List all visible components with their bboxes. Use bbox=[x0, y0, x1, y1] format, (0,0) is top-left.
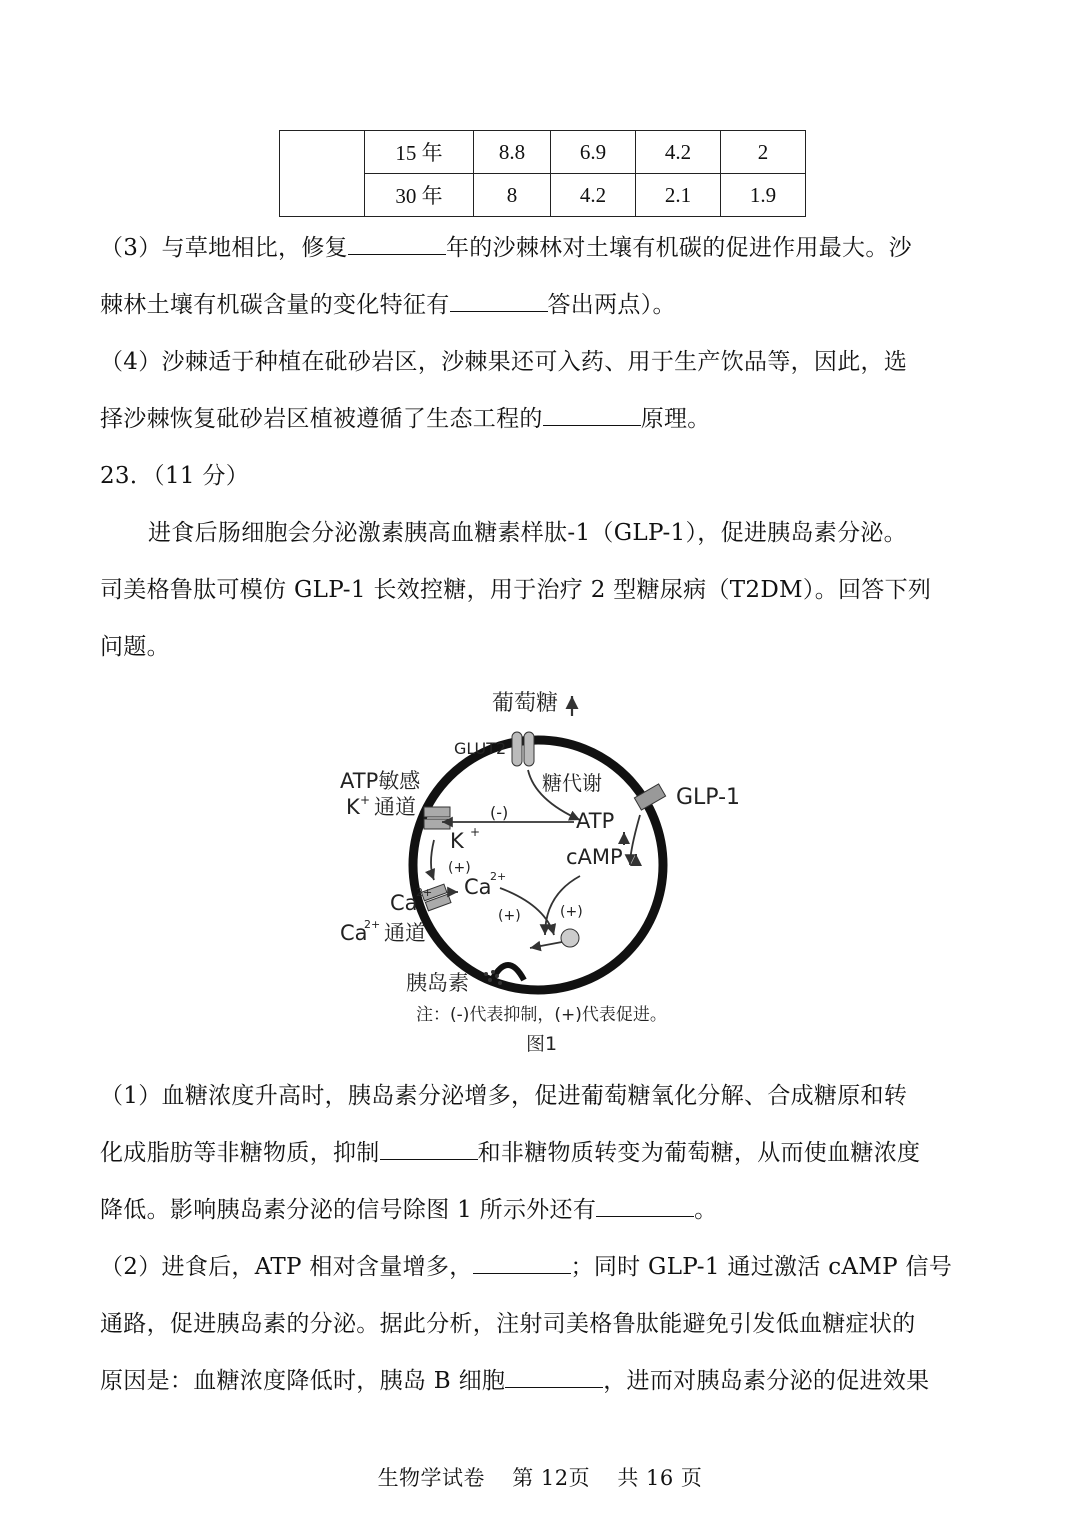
table-cell bbox=[280, 131, 365, 217]
table-cell: 2.1 bbox=[636, 174, 721, 217]
k-channel-icon bbox=[424, 819, 450, 829]
question-22-4-line1 bbox=[100, 346, 990, 378]
text: 和非糖物质转变为葡萄糖，从而使血糖浓度 bbox=[477, 1140, 921, 1166]
label-inhibit: (-) bbox=[490, 803, 509, 822]
text: 年的沙棘林对土壤有机碳的促进作用最大。沙 bbox=[445, 235, 912, 261]
label-plus-sign: + bbox=[470, 825, 481, 839]
question-23-intro1: 进食后肠细胞会分泌激素胰高血糖素样肽-1（GLP-1），促进胰岛素分泌。 bbox=[148, 520, 907, 546]
question-23-intro3: 问题。 bbox=[100, 634, 170, 660]
table-cell: 4.2 bbox=[636, 131, 721, 174]
text: 择沙棘恢复砒砂岩区植被遵循了生态工程的 bbox=[100, 406, 543, 432]
label-ca-charge: 2+ bbox=[364, 918, 381, 931]
answer-blank[interactable] bbox=[473, 1251, 571, 1274]
figure-caption: 图1 bbox=[526, 1033, 558, 1055]
label-glucose: 葡萄糖 bbox=[492, 691, 559, 716]
question-22-4-line2 bbox=[100, 403, 990, 435]
answer-blank[interactable] bbox=[505, 1365, 603, 1388]
question-23-2-line1 bbox=[100, 1251, 990, 1283]
question-23-intro2: 司美格鲁肽可模仿 GLP-1 长效控糖，用于治疗 2 型糖尿病（T2DM）。回答下列 bbox=[100, 577, 932, 603]
label-promote: (+) bbox=[560, 904, 583, 920]
label-k-plus: K bbox=[346, 795, 360, 819]
text: 棘林土壤有机碳含量的变化特征有 bbox=[100, 292, 450, 318]
footer-subject: 生物学试卷 bbox=[377, 1466, 486, 1490]
text: ，进而对胰岛素分泌的促进效果 bbox=[603, 1368, 930, 1394]
figure-note: 注：(-)代表抑制，(+)代表促进。 bbox=[416, 1005, 667, 1025]
answer-blank[interactable] bbox=[596, 1194, 694, 1217]
text: 原理。 bbox=[640, 406, 711, 432]
footer-total-pages: 共 16 页 bbox=[617, 1466, 703, 1490]
table-cell: 15 年 bbox=[365, 131, 474, 174]
label-glut2: GLUT2 bbox=[454, 739, 507, 758]
label-ca-channel-text: 通道 bbox=[384, 921, 426, 945]
text: （2）进食后，ATP 相对含量增多， bbox=[100, 1254, 473, 1280]
table-cell: 8.8 bbox=[474, 131, 551, 174]
table-cell: 30 年 bbox=[365, 174, 474, 217]
text: （3）与草地相比，修复 bbox=[100, 235, 348, 261]
table-cell: 2 bbox=[721, 131, 806, 174]
question-23-1-line2 bbox=[100, 1137, 990, 1169]
figure-1-diagram bbox=[330, 680, 750, 1060]
text: 答出两点）。 bbox=[547, 292, 676, 318]
question-22-3-line1 bbox=[100, 232, 990, 264]
question-23-header: 23．（11 分） bbox=[100, 463, 250, 489]
label-ca-outside: Ca bbox=[390, 891, 418, 915]
text: ；同时 GLP-1 通过激活 cAMP 信号 bbox=[570, 1254, 953, 1280]
label-plus-sign: + bbox=[360, 793, 371, 807]
question-23-1-line3 bbox=[100, 1194, 990, 1226]
label-metabolism: 糖代谢 bbox=[542, 771, 602, 795]
label-k-inside: K bbox=[450, 829, 464, 853]
answer-blank[interactable] bbox=[380, 1137, 478, 1160]
table-cell: 8 bbox=[474, 174, 551, 217]
answer-blank[interactable] bbox=[450, 289, 548, 312]
table-cell: 4.2 bbox=[551, 174, 636, 217]
label-ca-inside: Ca bbox=[464, 875, 492, 899]
label-atp: ATP bbox=[576, 809, 615, 833]
question-22-3-line2 bbox=[100, 289, 990, 321]
question-23-2-line2: 通路，促进胰岛素的分泌。据此分析，注射司美格鲁肽能避免引发低血糖症状的 bbox=[100, 1311, 916, 1337]
label-atp-channel: ATP敏感 bbox=[340, 769, 421, 793]
text: （4）沙棘适于种植在砒砂岩区，沙棘果还可入药、用于生产饮品等，因此，选 bbox=[100, 349, 908, 375]
k-channel-icon bbox=[424, 807, 450, 817]
vesicle-icon bbox=[561, 929, 579, 947]
text: 降低。影响胰岛素分泌的信号除图 1 所示外还有 bbox=[100, 1197, 597, 1223]
label-k-channel: 通道 bbox=[374, 795, 416, 819]
question-23-2-line3 bbox=[100, 1365, 990, 1397]
text: 原因是：血糖浓度降低时，胰岛 B 细胞 bbox=[100, 1368, 506, 1394]
footer-page-number: 第 12页 bbox=[512, 1466, 591, 1490]
table-cell: 6.9 bbox=[551, 131, 636, 174]
label-ca-charge: 2+ bbox=[416, 886, 433, 899]
label-ca-charge: 2+ bbox=[490, 870, 507, 883]
label-camp: cAMP bbox=[566, 845, 623, 869]
label-insulin: 胰岛素 bbox=[406, 971, 469, 995]
label-promote: (+) bbox=[498, 908, 521, 924]
question-23-1-line1: （1）血糖浓度升高时，胰岛素分泌增多，促进葡萄糖氧化分解、合成糖原和转 bbox=[100, 1083, 908, 1109]
page-footer bbox=[0, 1462, 1080, 1492]
glut2-channel-icon bbox=[512, 732, 522, 766]
text: 。 bbox=[694, 1197, 718, 1223]
label-glp1: GLP-1 bbox=[676, 785, 741, 810]
answer-blank[interactable] bbox=[348, 232, 446, 255]
data-table bbox=[279, 130, 806, 217]
text: 化成脂肪等非糖物质，抑制 bbox=[100, 1140, 380, 1166]
glut2-channel-icon bbox=[524, 732, 534, 766]
table-cell: 1.9 bbox=[721, 174, 806, 217]
answer-blank[interactable] bbox=[543, 403, 641, 426]
label-promote: (+) bbox=[448, 860, 471, 876]
label-ca-channel: Ca bbox=[340, 921, 368, 945]
table-row bbox=[280, 131, 806, 174]
